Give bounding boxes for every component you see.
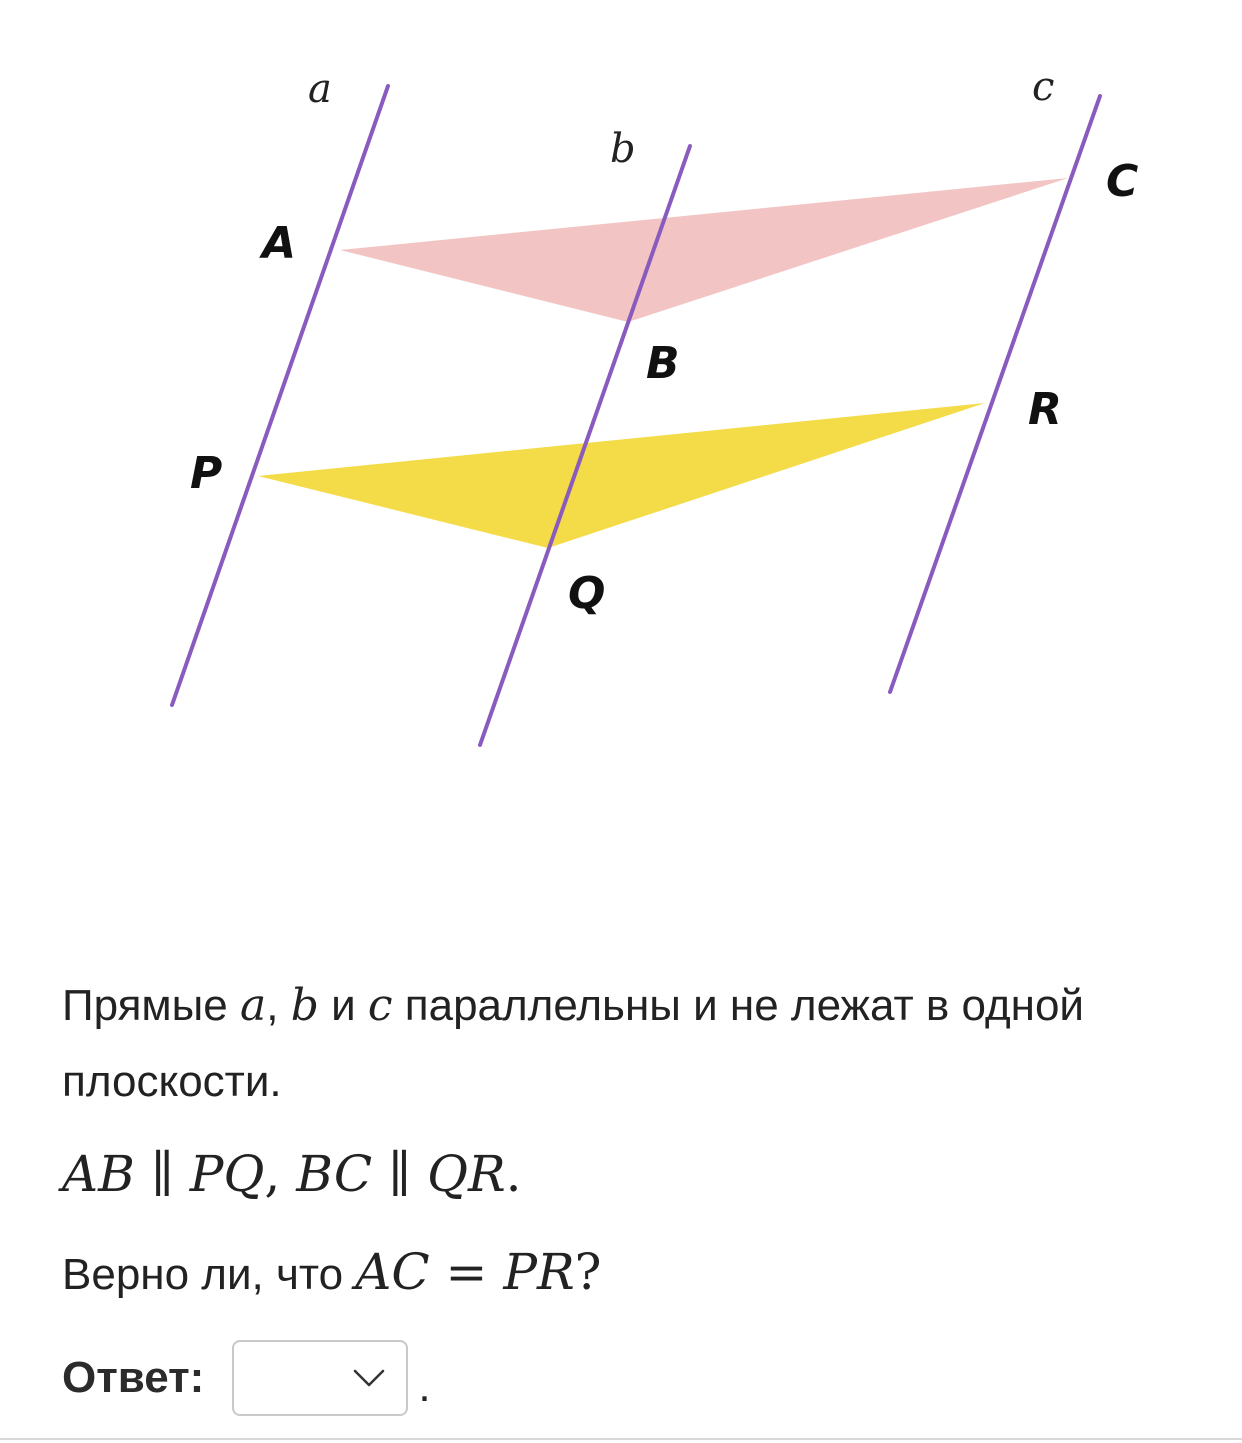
point-label-q: Q bbox=[568, 568, 606, 619]
problem-line-conditions: AB ∥ PQ, BC ∥ QR. bbox=[62, 1145, 522, 1203]
bottom-divider bbox=[0, 1438, 1242, 1440]
point-label-a: A bbox=[262, 218, 297, 269]
point-label-r: R bbox=[1028, 384, 1062, 435]
chevron-down-icon bbox=[352, 1368, 386, 1388]
var-a: a bbox=[240, 980, 267, 1031]
var-c: c bbox=[367, 980, 393, 1031]
point-label-p: P bbox=[190, 448, 223, 499]
line-label-c: c bbox=[1032, 64, 1055, 110]
problem-statement bbox=[62, 968, 1202, 1307]
triangle-abc bbox=[340, 178, 1068, 322]
answer-row bbox=[62, 1338, 431, 1418]
answer-select[interactable] bbox=[232, 1340, 408, 1416]
answer-trailing-dot: . bbox=[418, 1362, 431, 1411]
triangle-pqr bbox=[258, 403, 985, 548]
problem-line-parallel: Прямые a, b и c параллельны и не лежат в одной плоскости. bbox=[62, 980, 1084, 1106]
line-a bbox=[172, 86, 388, 705]
line-label-a: a bbox=[308, 66, 332, 112]
line-label-b: b bbox=[610, 126, 636, 172]
point-label-b: B bbox=[646, 338, 680, 389]
var-b: b bbox=[290, 980, 319, 1031]
answer-label: Ответ: bbox=[62, 1353, 205, 1402]
problem-question: Верно ли, что AC = PR? bbox=[62, 1243, 602, 1301]
point-label-c: C bbox=[1106, 156, 1139, 207]
